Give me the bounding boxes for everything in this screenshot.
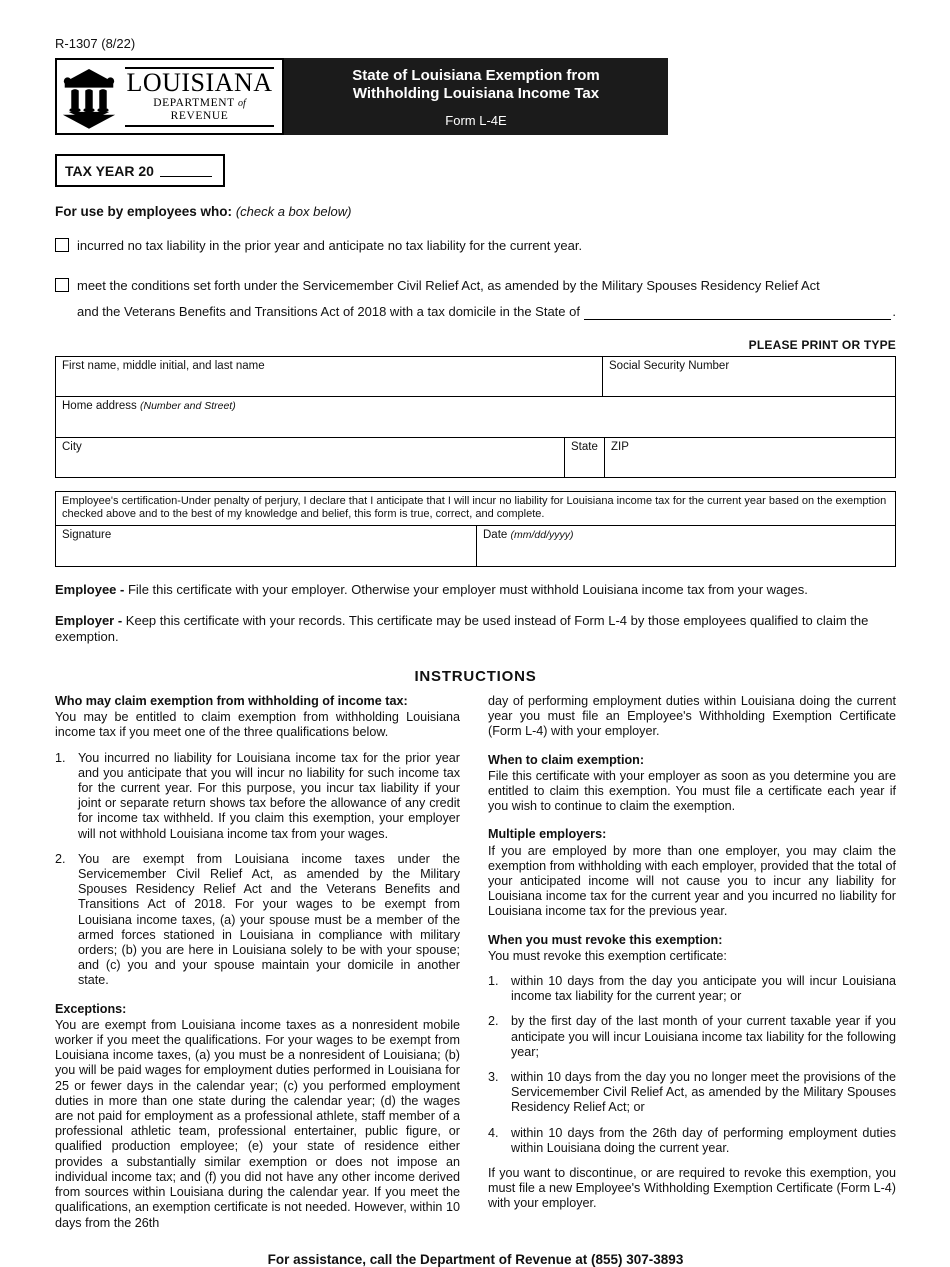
- item-number: 1.: [55, 750, 66, 765]
- form-title-banner: [284, 58, 668, 135]
- date-format-note: (mm/dd/yyyy): [510, 529, 574, 541]
- no-liability-checkbox[interactable]: [55, 238, 69, 252]
- address-field-label: Home address: [62, 400, 137, 412]
- instructions-columns: [55, 694, 896, 1231]
- employee-note: [55, 582, 896, 598]
- address-field-note: (Number and Street): [140, 400, 236, 412]
- employer-note-bold: Employer -: [55, 613, 123, 628]
- tax-year-input[interactable]: [160, 164, 212, 177]
- servicemember-label-line1: meet the conditions set forth under the Servicemember Civil Relief Act, as amended by the Military Spouses Residency Relief Act: [77, 278, 820, 293]
- servicemember-label: [77, 273, 896, 325]
- servicemember-checkbox[interactable]: [55, 278, 69, 292]
- form-title-line1: State of Louisiana Exemption from: [352, 67, 600, 84]
- item-text: You are exempt from Louisiana income taxes under the Servicemember Civil Relief Act, as amended by the Military Spouses Residency Relief Act and the Veterans Benefits and Transitions Act of 2018. For your wages to be exempt from Louisiana income taxes, (a) your spouse must be a member of the armed forces stationed in Louisiana in compliance with military orders; (b) you are here in Louisiana solely to be with your spouse; and (c) you and your spouse maintain your domicile in another state.: [78, 851, 460, 988]
- employee-note-bold: Employee -: [55, 582, 125, 597]
- zip-field[interactable]: [604, 438, 895, 477]
- item-number: 2.: [488, 1014, 499, 1029]
- use-heading-italic: (check a box below): [235, 204, 352, 219]
- form-name: Form L-4E: [445, 113, 507, 128]
- tax-year-box: [55, 154, 225, 187]
- servicemember-period: .: [892, 304, 896, 319]
- ssn-field[interactable]: [602, 357, 895, 396]
- logo-revenue-word: REVENUE: [170, 109, 229, 122]
- when-to-claim-paragraph: File this certificate with your employer as soon as you determine you are entitled to claim this exemption. You must file a certificate each year if you wish to continue to claim the exemption.: [488, 768, 896, 814]
- agency-logo: [55, 58, 284, 135]
- logo-dept-word: DEPARTMENT: [153, 96, 235, 109]
- print-or-type-notice: PLEASE PRINT OR TYPE: [748, 338, 896, 352]
- revoke-intro: You must revoke this exemption certificate:: [488, 948, 727, 963]
- employer-note: [55, 613, 896, 645]
- use-section-heading: [55, 204, 896, 219]
- exceptions-heading: Exceptions:: [55, 1001, 127, 1016]
- item-text: within 10 days from the day you anticipate you will incur Louisiana income tax liability for the current year; or: [511, 974, 896, 1004]
- certification-statement: Employee's certification-Under penalty of perjury, I declare that I anticipate that I will incur no liability for Louisiana income tax for the current year based on the exemption checked above and to the best of my knowledge and belief, this form is true, correct, and complete.: [62, 495, 887, 520]
- city-state-zip-row: [56, 437, 895, 477]
- revoke-item-3: [488, 1070, 896, 1116]
- item-text: You incurred no liability for Louisiana income tax for the prior year and you anticipate that you will incur no liability for such income tax for the current year. For this purpose, you incur tax liability if your joint or separate return shows tax before the allowance of any credit for income tax withheld. If you claim this exemption, your employer will not withhold Louisiana income tax from your wages.: [78, 750, 460, 841]
- date-label: Date: [483, 529, 508, 541]
- qualification-item-1: [55, 751, 460, 842]
- item-number: 4.: [488, 1125, 499, 1140]
- employer-note-text: Keep this certificate with your records. This certificate may be used instead of Form L-4 by those employees qualified to claim the exemption.: [55, 613, 869, 644]
- name-field-label: First name, middle initial, and last name: [62, 360, 265, 372]
- form-number: R-1307 (8/22): [55, 36, 136, 51]
- certification-box: [55, 491, 896, 567]
- name-field[interactable]: [56, 357, 602, 396]
- item-text: by the first day of the last month of your current taxable year if you anticipate you will incur Louisiana income tax liability for the following year;: [511, 1014, 896, 1059]
- form-header: [55, 58, 896, 135]
- item-number: 2.: [55, 851, 66, 866]
- instructions-title: INSTRUCTIONS: [414, 668, 537, 685]
- form-title: [284, 67, 668, 103]
- exceptions-paragraph: You are exempt from Louisiana income taxes as a nonresident mobile worker if you meet the qualifications. For your wages to be exempt from Louisiana income taxes, (a) you must be a nonresident of Louisiana; (b) you will be paid wages for employment duties performed in Louisiana for 25 or fewer days in the calendar year; (c) you performed employment duties in more than one state during the calendar year; (d) the wages are not paid for employment as a professional athlete, staff member of a professional athletic team, professional entertainer, public figure, or qualified production employee; (e) your state of residence either provides a substantially similar exemption or does not impose an individual income tax; and (f) you did not have any other income derived from sources within Louisiana during the calendar year. If you meet the qualifications, an exemption certificate is not needed. However, within 10 days from the 26th: [55, 1017, 460, 1230]
- logo-rule-bottom: [125, 125, 274, 127]
- employee-note-text: File this certificate with your employer. Otherwise your employer must withhold Louisiana income tax from your wages.: [124, 582, 808, 597]
- revoke-item-4: [488, 1126, 896, 1156]
- state-of-domicile-input[interactable]: [584, 319, 891, 320]
- address-row: [56, 396, 895, 437]
- qualification-item-2: [55, 852, 460, 989]
- revoke-item-2: [488, 1014, 896, 1060]
- use-heading-bold: For use by employees who:: [55, 204, 233, 219]
- item-number: 3.: [488, 1070, 499, 1085]
- multiple-employers-heading: Multiple employers:: [488, 827, 607, 842]
- state-field-label: State: [571, 441, 598, 453]
- item-text: within 10 days from the day you no longer meet the provisions of the Servicemember Civil Relief Act, as amended by the Military Spouses Residency Relief Act; or: [511, 1070, 896, 1115]
- servicemember-label-line2: [77, 299, 896, 325]
- instructions-left-column: [55, 694, 460, 1231]
- date-field[interactable]: [476, 526, 895, 566]
- capitol-icon: [61, 65, 117, 129]
- revoke-item-1: [488, 974, 896, 1004]
- logo-of-word: of: [238, 97, 246, 109]
- revoke-heading: When you must revoke this exemption:: [488, 932, 723, 947]
- city-field[interactable]: [56, 438, 564, 477]
- who-may-claim-heading: Who may claim exemption from withholding of income tax:: [55, 694, 408, 708]
- who-may-claim-paragraph: You may be entitled to claim exemption from withholding Louisiana income tax if you meet one of the three qualifications below.: [55, 710, 460, 740]
- agency-logo-text: [123, 67, 276, 127]
- exceptions-continued-paragraph: day of performing employment duties within Louisiana doing the current year you must file an Employee's Withholding Exemption Certificate (Form L-4) with your employer.: [488, 694, 896, 739]
- multiple-employers-paragraph: If you are employed by more than one employer, you may claim the exemption from withholding with each employer, provided that the total of your anticipated income will not cause you to incur any liability for Louisiana income tax for the current year and you incurred no liability for Louisiana income tax for the previous year.: [488, 843, 896, 919]
- home-address-field[interactable]: [56, 397, 895, 437]
- ssn-field-label: Social Security Number: [609, 360, 730, 372]
- city-field-label: City: [62, 441, 82, 453]
- assistance-footer: For assistance, call the Department of Revenue at (855) 307-3893: [267, 1251, 684, 1267]
- signature-label: Signature: [62, 529, 112, 541]
- instructions-right-column: [488, 694, 896, 1231]
- signature-date-row: [56, 525, 895, 566]
- state-field[interactable]: [564, 438, 604, 477]
- discontinue-paragraph: If you want to discontinue, or are required to revoke this exemption, you must file a new Employee's Withholding Exemption Certificate (Form L-4) with your employer.: [488, 1166, 896, 1211]
- item-text: within 10 days from the 26th day of performing employment duties within Louisiana doing the current year.: [511, 1125, 896, 1155]
- option-no-liability: [55, 233, 896, 259]
- when-to-claim-heading: When to claim exemption:: [488, 752, 645, 767]
- signature-field[interactable]: [56, 526, 476, 566]
- form-title-line2: Withholding Louisiana Income Tax: [352, 85, 600, 102]
- item-number: 1.: [488, 974, 499, 989]
- option-servicemember: [55, 273, 896, 325]
- zip-field-label: ZIP: [611, 441, 629, 453]
- logo-department-of-revenue: [123, 97, 276, 125]
- no-liability-label: incurred no tax liability in the prior year and anticipate no tax liability for the current year.: [77, 238, 583, 253]
- name-ssn-row: [56, 357, 895, 396]
- logo-louisiana: LOUISIANA: [126, 67, 273, 97]
- servicemember-line2-text: and the Veterans Benefits and Transitions Act of 2018 with a tax domicile in the State of: [77, 304, 580, 319]
- tax-year-label: TAX YEAR 20: [65, 162, 154, 179]
- taxpayer-info-table: [55, 356, 896, 478]
